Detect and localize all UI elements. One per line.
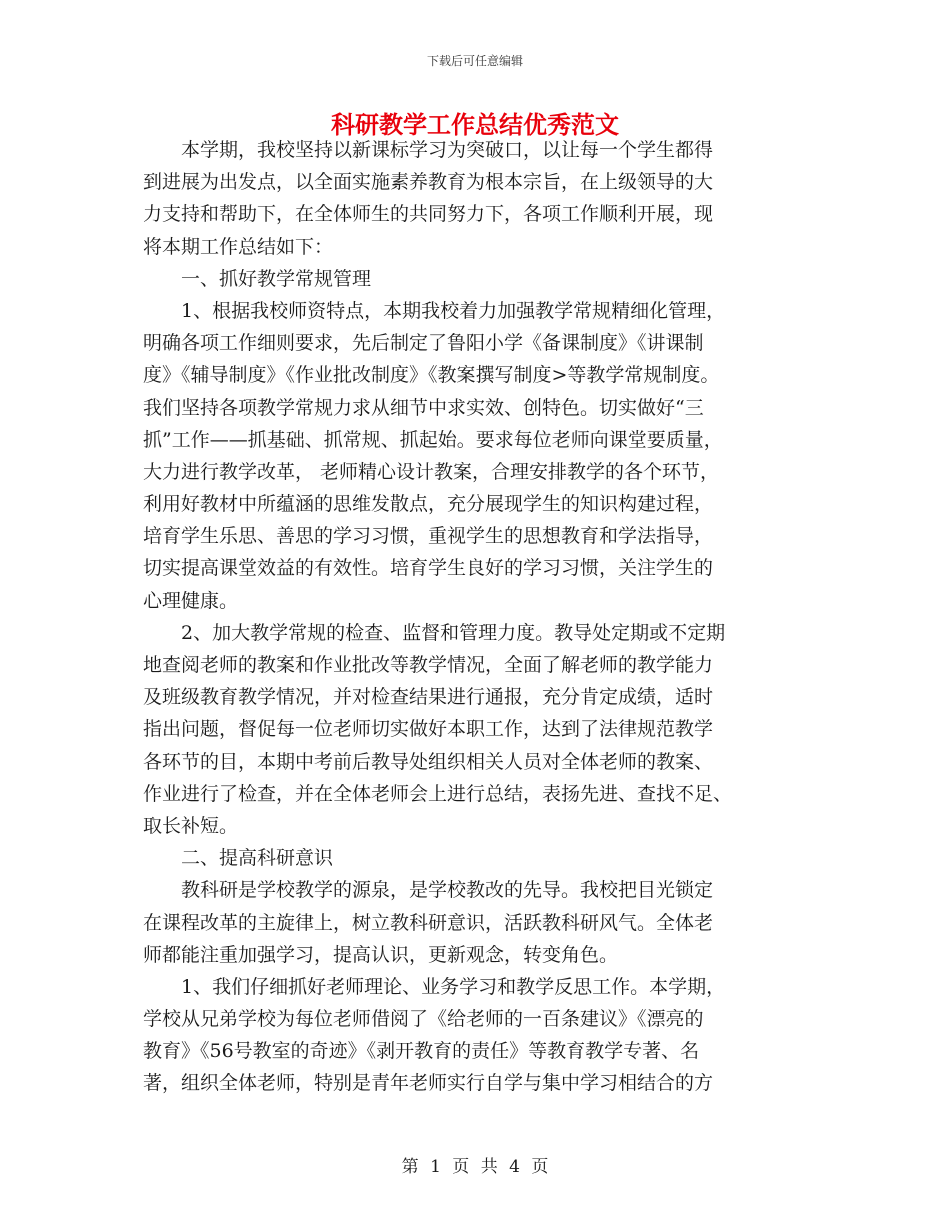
body-line: 抓”工作——抓基础、抓常规、抓起始。要求每位老师向课堂要质量， (143, 428, 723, 451)
document-body (143, 134, 823, 1100)
body-line: 2、加大教学常规的检查、监督和管理力度。教导处定期或不定期 (181, 621, 726, 644)
body-line: 教育》《56号教室的奇迹》《剥开教育的责任》等教育教学专著、名 (143, 1040, 700, 1063)
body-line: 1、根据我校师资特点，本期我校着力加强教学常规精细化管理， (181, 299, 726, 322)
body-line: 力支持和帮助下，在全体师生的共同努力下，各项工作顺利开展，现 (143, 203, 714, 226)
body-line: 大力进行教学改革， 老师精心设计教案，合理安排教学的各个环节， (143, 460, 720, 483)
body-line: 本学期，我校坚持以新课标学习为突破口，以让每一个学生都得 (181, 139, 714, 161)
body-line: 一、抓好教学常规管理 (181, 267, 372, 290)
body-line: 二、提高科研意识 (181, 847, 334, 870)
body-line: 作业进行了检查，并在全体老师会上进行总结，表扬先进、查找不足、 (143, 782, 733, 805)
body-line: 各环节的目，本期中考前后教导处组织相关人员对全体老师的教案、 (143, 750, 714, 773)
body-line: 到进展为出发点，以全面实施素养教育为根本宗旨，在上级领导的大 (143, 171, 714, 194)
body-line: 地查阅老师的教案和作业批改等教学情况，全面了解老师的教学能力 (143, 654, 714, 676)
body-line: 教科研是学校教学的源泉，是学校教改的先导。我校把目光锁定 (181, 879, 714, 902)
page-number-footer: 第 1 页 共 4 页 (401, 1157, 549, 1177)
body-line: 将本期工作总结如下： (143, 235, 334, 258)
body-line: 利用好教材中所蕴涵的思维发散点，充分展现学生的知识构建过程， (143, 493, 714, 516)
body-line: 取长补短。 (143, 814, 239, 837)
body-line: 我们坚持各项教学常规力求从细节中求实效、创特色。切实做好“三 (143, 396, 704, 419)
body-line: 学校从兄弟学校为每位老师借阅了《给老师的一百条建议》《漂亮的 (143, 1008, 704, 1031)
body-line: 心理健康。 (143, 589, 239, 612)
body-line: 在课程改革的主旋律上，树立教科研意识，活跃教科研风气。全体老 (143, 911, 714, 934)
body-line: 指出问题，督促每一位老师切实做好本职工作，达到了法律规范教学 (143, 718, 714, 741)
body-line: 1、我们仔细抓好老师理论、业务学习和教学反思工作。本学期， (181, 975, 726, 998)
body-line: 培育学生乐思、善思的学习习惯，重视学生的思想教育和学法指导， (143, 525, 714, 548)
body-line: 及班级教育教学情况，并对检查结果进行通报，充分肯定成绩，适时 (143, 686, 714, 709)
body-line: 著，组织全体老师，特别是青年老师实行自学与集中学习相结合的方 (143, 1072, 714, 1095)
body-line: 明确各项工作细则要求，先后制定了鲁阳小学《备课制度》《讲课制 (143, 332, 704, 355)
body-line: 师都能注重加强学习，提高认识，更新观念，转变角色。 (143, 943, 619, 966)
document-title: 科研教学工作总结优秀范文 (331, 111, 619, 139)
body-line: 切实提高课堂效益的有效性。培育学生良好的学习习惯，关注学生的 (143, 557, 714, 580)
header-note: 下载后可任意编辑 (426, 54, 523, 68)
body-line: 度》《辅导制度》《作业批改制度》《教案撰写制度>等教学常规制度。 (143, 364, 720, 387)
